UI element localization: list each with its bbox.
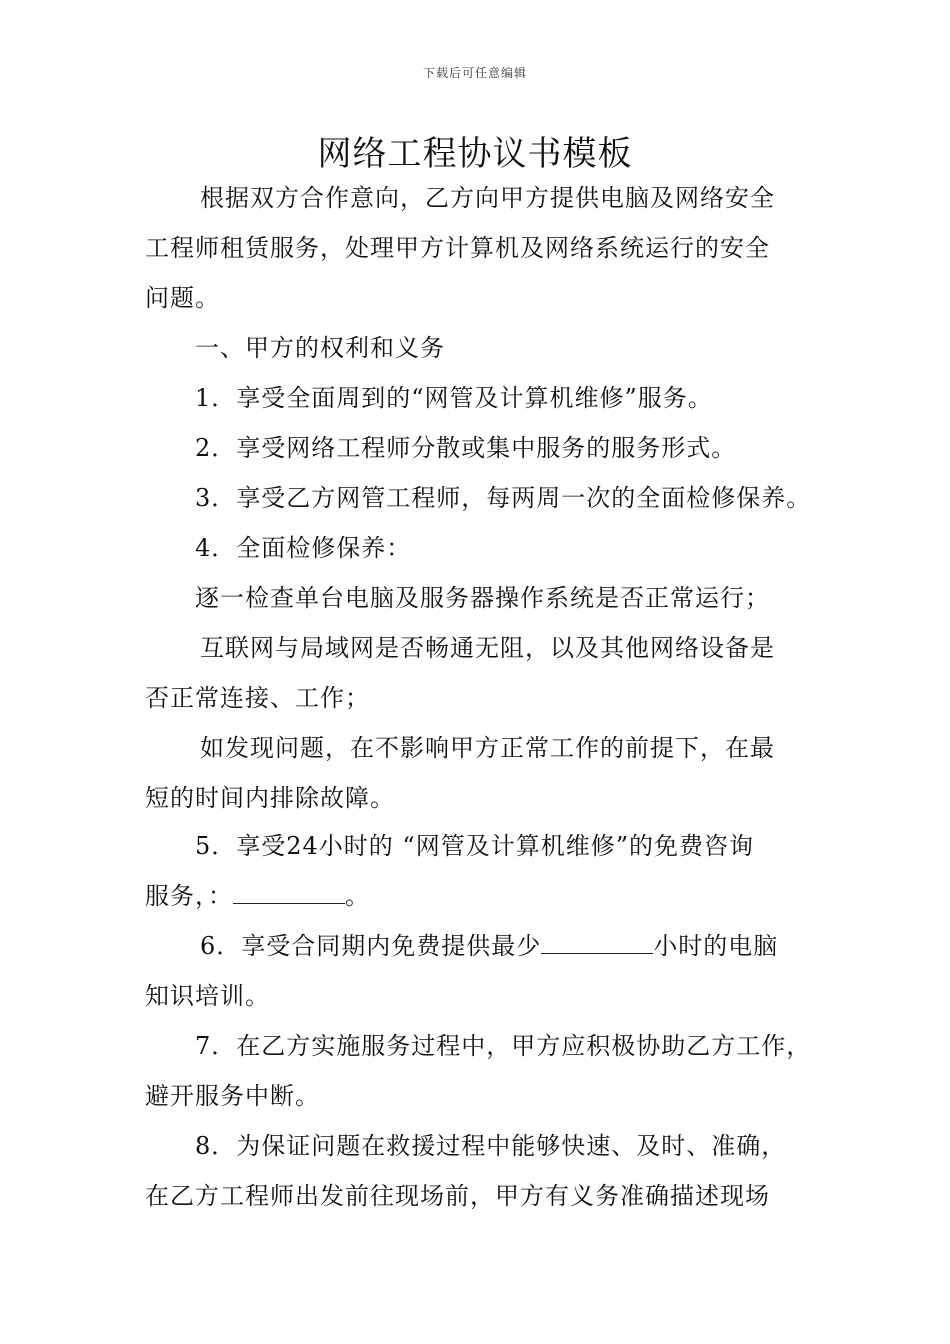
- clause-2: 2．享受网络工程师分散或集中服务的服务形式。: [195, 434, 737, 462]
- clause-4-item-2-line-2: 否正常连接、工作；: [145, 684, 370, 712]
- clause-7-line-1: 7．在乙方实施服务过程中，甲方应积极协助乙方工作，: [195, 1032, 812, 1060]
- clause-7-line-2: 避开服务中断。: [145, 1082, 320, 1110]
- clause-8-line-1: 8．为保证问题在救援过程中能够快速、及时、准确，: [195, 1132, 787, 1160]
- clause-5-line-1: 5．享受24小时的 “网管及计算机维修”的免费咨询: [195, 832, 754, 860]
- paragraph-intro-line-1: 根据双方合作意向，乙方向甲方提供电脑及网络安全: [200, 184, 775, 212]
- clause-4-item-3-line-2: 短的时间内排除故障。: [145, 784, 395, 812]
- clause-6-line-1: [200, 930, 778, 962]
- clause-4: 4．全面检修保养：: [195, 534, 412, 562]
- clause-4-item-1: 逐一检查单台电脑及服务器操作系统是否正常运行；: [195, 584, 770, 612]
- clause-4-item-3-line-1: 如发现问题，在不影响甲方正常工作的前提下，在最: [200, 734, 775, 762]
- page-header-note: 下载后可任意编辑: [422, 66, 527, 80]
- paragraph-intro-line-2: 工程师租赁服务，处理甲方计算机及网络系统运行的安全: [145, 234, 770, 262]
- paragraph-intro-line-3: 问题。: [145, 284, 220, 312]
- section-heading-party-a: 一、甲方的权利和义务: [195, 334, 445, 362]
- clause-6-line-1-text: 6．享受合同期内免费提供最少: [200, 932, 542, 960]
- fill-blank-training-hours[interactable]: [541, 931, 653, 954]
- clause-6-line-1-end: 小时的电脑: [653, 932, 779, 960]
- clause-8-line-2: 在乙方工程师出发前往现场前，甲方有义务准确描述现场: [145, 1182, 770, 1210]
- clause-5-line-2: [145, 880, 370, 912]
- fill-blank-consult[interactable]: [233, 881, 345, 904]
- clause-1: 1．享受全面周到的“网管及计算机维修”服务。: [195, 384, 713, 412]
- clause-6-line-2: 知识培训。: [145, 982, 270, 1010]
- clause-5-line-2-end: 。: [345, 882, 370, 910]
- clause-4-item-2-line-1: 互联网与局域网是否畅通无阻，以及其他网络设备是: [200, 634, 775, 662]
- clause-5-line-2-text: 服务，：: [145, 882, 233, 910]
- document-title: 网络工程协议书模板: [317, 134, 633, 174]
- clause-3: 3．享受乙方网管工程师，每两周一次的全面检修保养。: [195, 484, 812, 512]
